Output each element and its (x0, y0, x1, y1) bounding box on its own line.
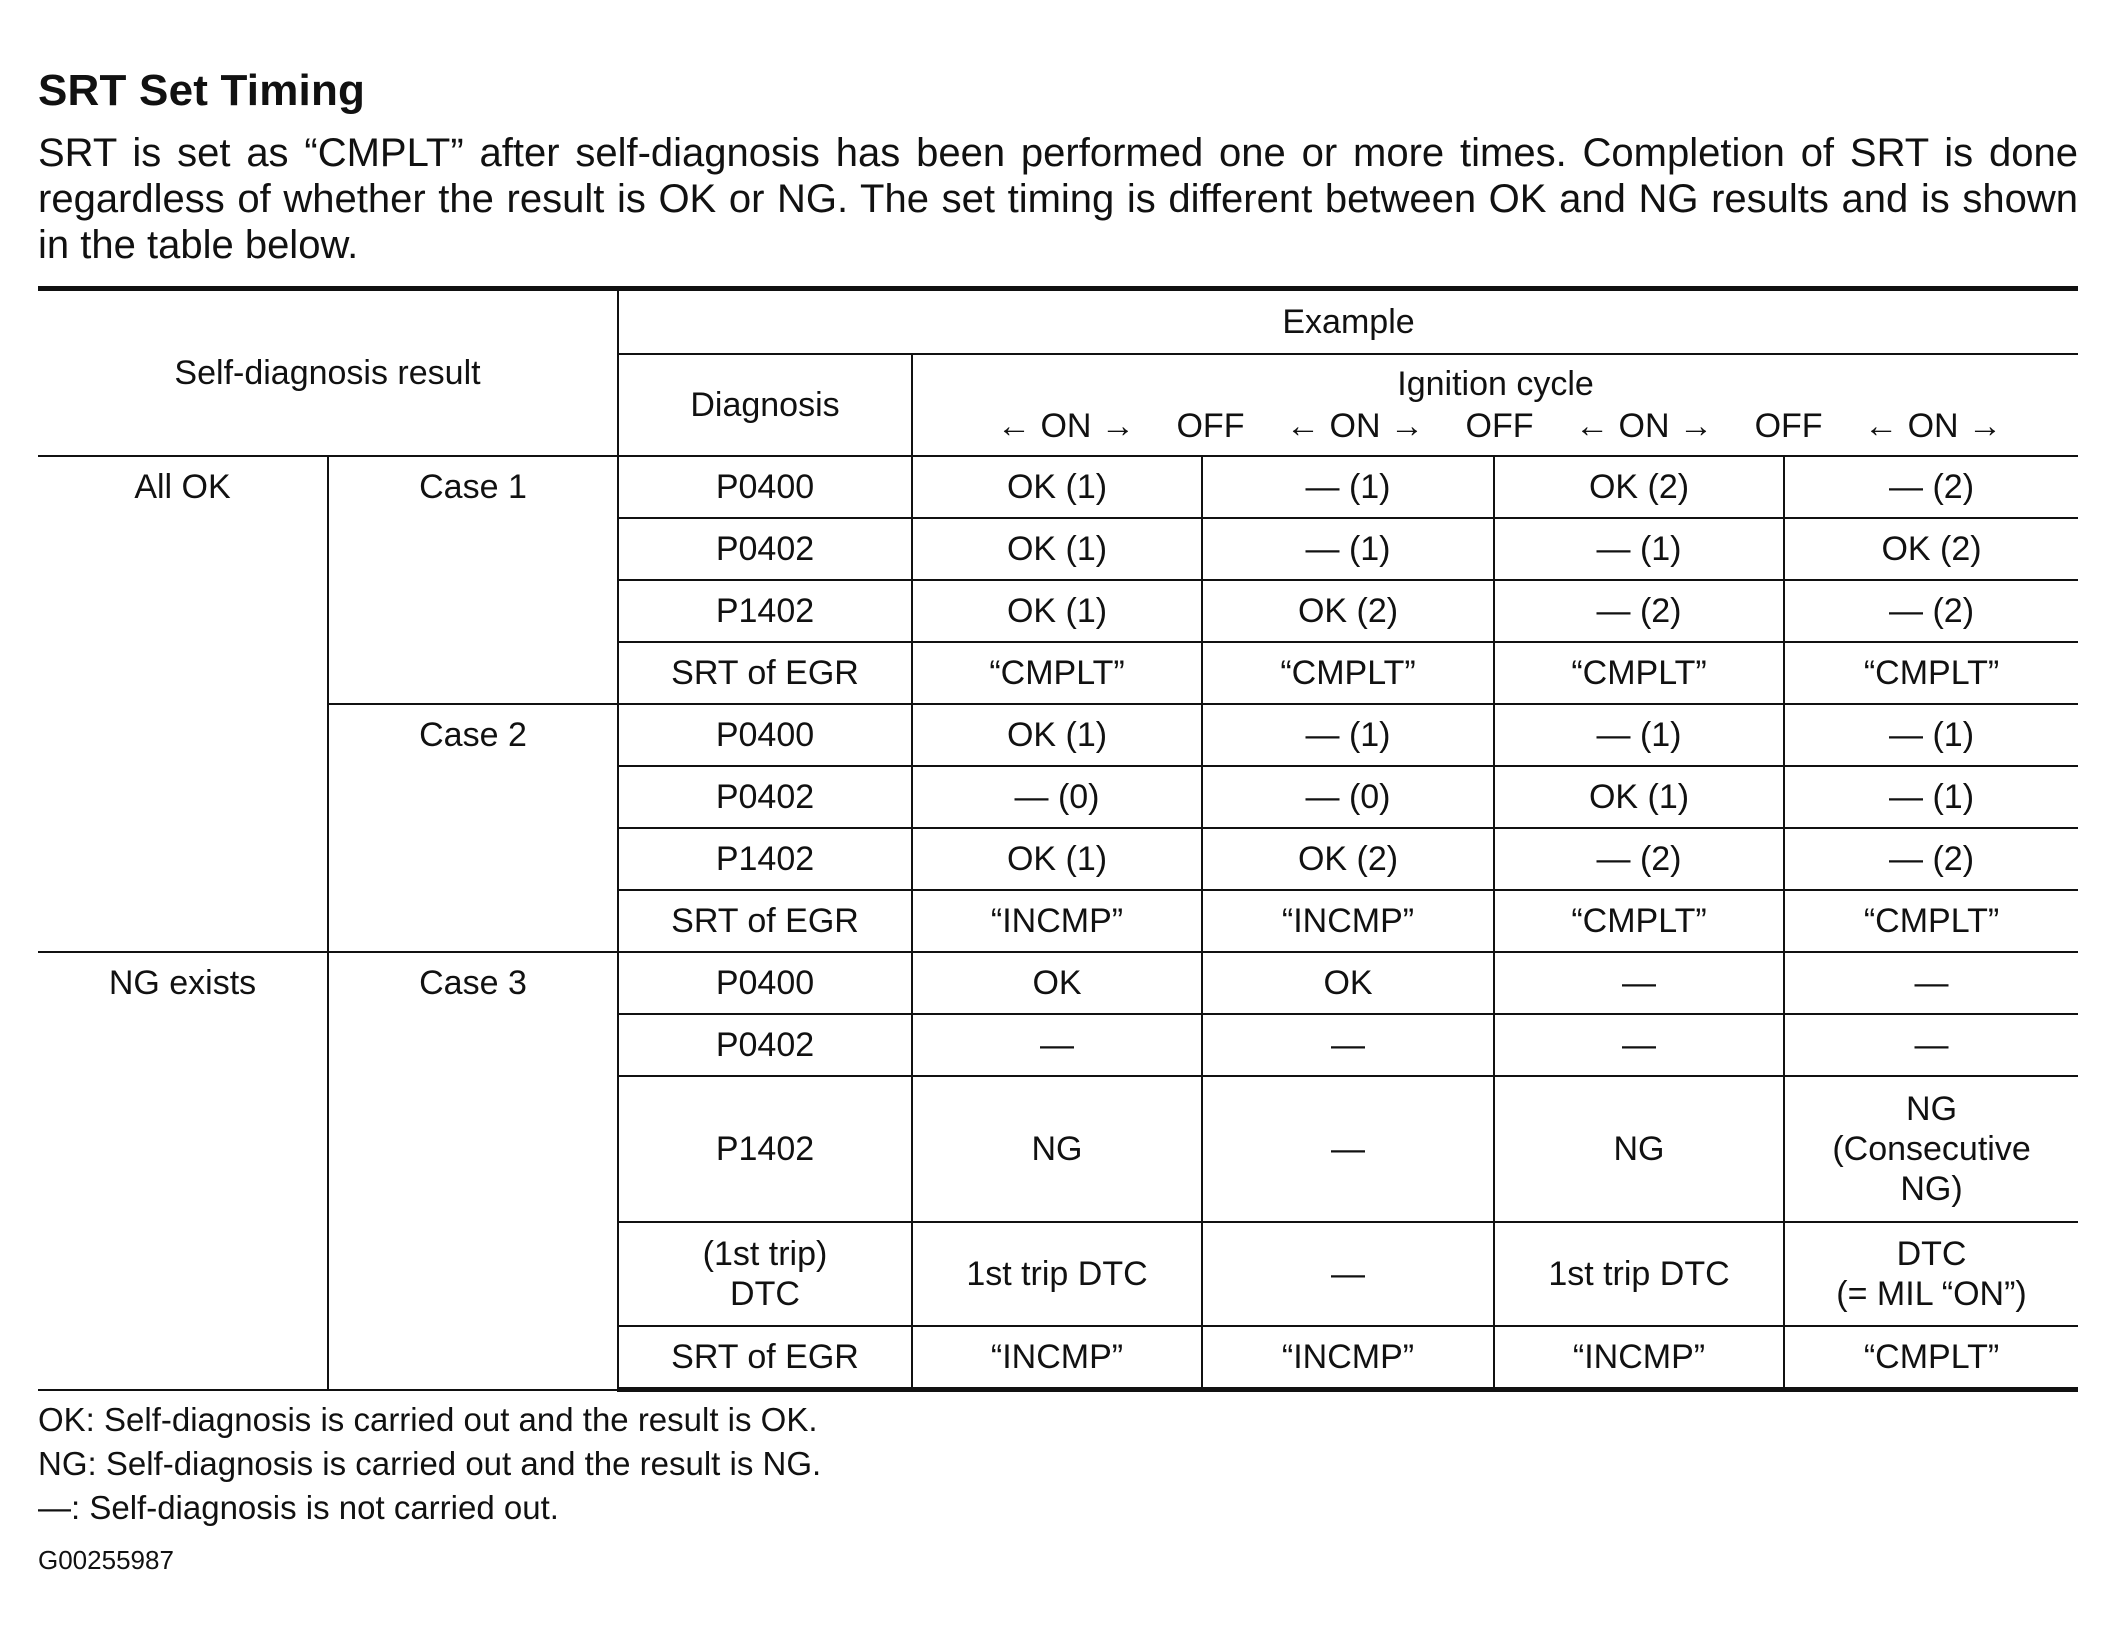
result-group-cell: NG exists (38, 952, 328, 1390)
table-row (38, 704, 2078, 766)
cycle-cell: “INCMP” (912, 1326, 1202, 1390)
case-cell: Case 1 (328, 456, 618, 704)
cycle-label: ← ON → (1575, 407, 1713, 445)
note-not-carried-out: —: Self-diagnosis is not carried out. (38, 1489, 559, 1526)
cycle-cell: — (1) (1202, 704, 1494, 766)
cycle-cell: — (2) (1494, 828, 1784, 890)
cycle-cell: — (1) (1494, 518, 1784, 580)
result-group-cell: All OK (38, 456, 328, 952)
cycle-cell: “CMPLT” (1784, 1326, 2078, 1390)
cycle-cell: “INCMP” (912, 890, 1202, 952)
table-row (38, 952, 2078, 1014)
cycle-labels (919, 406, 2072, 446)
cycle-cell: — (0) (1202, 766, 1494, 828)
cycle-cell: — (1494, 1014, 1784, 1076)
cycle-cell: — (1) (1202, 456, 1494, 518)
cycle-cell: “INCMP” (1202, 890, 1494, 952)
cycle-cell: OK (2) (1494, 456, 1784, 518)
legend-notes (38, 1398, 821, 1530)
cycle-cell: — (1784, 1014, 2078, 1076)
cycle-cell: — (1202, 1076, 1494, 1222)
diagnosis-cell: P1402 (618, 1076, 912, 1222)
cycle-cell: NG (Consecutive NG) (1784, 1076, 2078, 1222)
case-cell: Case 3 (328, 952, 618, 1390)
case-cell: Case 2 (328, 704, 618, 952)
cycle-label: ← ON → (1864, 407, 2003, 445)
cycle-label: OFF (1754, 407, 1823, 445)
cycle-cell: OK (2) (1202, 828, 1494, 890)
diagnosis-cell: P0402 (618, 1014, 912, 1076)
cycle-cell: NG (912, 1076, 1202, 1222)
diagnosis-cell: SRT of EGR (618, 890, 912, 952)
cycle-cell: OK (1202, 952, 1494, 1014)
example-header: Example (618, 289, 2078, 355)
cycle-cell: OK (1) (912, 828, 1202, 890)
diagnosis-cell: P0402 (618, 518, 912, 580)
diagnosis-header: Diagnosis (618, 354, 912, 456)
cycle-cell: — (1202, 1222, 1494, 1326)
cycle-cell: — (2) (1784, 456, 2078, 518)
table-row (38, 456, 2078, 518)
diagnosis-cell: (1st trip) DTC (618, 1222, 912, 1326)
cycle-cell: OK (2) (1784, 518, 2078, 580)
cycle-cell: — (0) (912, 766, 1202, 828)
cycle-cell: DTC (= MIL “ON”) (1784, 1222, 2078, 1326)
cycle-cell: — (1784, 952, 2078, 1014)
cycle-label: ← ON → (1286, 407, 1424, 445)
cycle-cell: OK (912, 952, 1202, 1014)
cycle-cell: “CMPLT” (1784, 890, 2078, 952)
cycle-cell: — (1494, 952, 1784, 1014)
figure-code: G00255987 (38, 1545, 174, 1575)
cycle-cell: “CMPLT” (1494, 890, 1784, 952)
cycle-cell: OK (2) (1202, 580, 1494, 642)
diagnosis-cell: P0400 (618, 952, 912, 1014)
cycle-cell: — (2) (1784, 828, 2078, 890)
page-title: SRT Set Timing (38, 66, 366, 115)
cycle-cell: OK (1) (912, 456, 1202, 518)
cycle-cell: — (1) (1494, 704, 1784, 766)
ignition-cycle-header (912, 354, 2078, 456)
cycle-cell: 1st trip DTC (1494, 1222, 1784, 1326)
cycle-label: OFF (1465, 407, 1534, 445)
cycle-cell: 1st trip DTC (912, 1222, 1202, 1326)
diagnosis-cell: P1402 (618, 580, 912, 642)
cycle-cell: — (1) (1784, 766, 2078, 828)
cycle-cell: — (912, 1014, 1202, 1076)
ignition-cycle-label: Ignition cycle (1397, 365, 1594, 403)
diagnosis-cell: P1402 (618, 828, 912, 890)
cycle-cell: — (2) (1494, 580, 1784, 642)
diagnosis-cell: SRT of EGR (618, 642, 912, 704)
intro-paragraph: SRT is set as “CMPLT” after self-diagnosis has been performed one or more times. Completion of SRT is done regardless of whether the result is OK or NG. The set timing is different between OK and NG results and is shown in the table below. (38, 131, 2078, 267)
cycle-cell: “INCMP” (1202, 1326, 1494, 1390)
diagnosis-cell: P0400 (618, 704, 912, 766)
cycle-cell: “CMPLT” (1202, 642, 1494, 704)
srt-timing-table (38, 286, 2078, 1392)
diagnosis-cell: P0400 (618, 456, 912, 518)
cycle-cell: — (1202, 1014, 1494, 1076)
cycle-cell: “CMPLT” (1494, 642, 1784, 704)
self-diagnosis-result-header: Self-diagnosis result (38, 289, 618, 457)
cycle-cell: — (1) (1784, 704, 2078, 766)
cycle-label: ← ON → (997, 407, 1135, 445)
diagnosis-cell: SRT of EGR (618, 1326, 912, 1390)
cycle-cell: OK (1) (912, 580, 1202, 642)
cycle-cell: OK (1) (912, 704, 1202, 766)
cycle-cell: “CMPLT” (1784, 642, 2078, 704)
diagnosis-cell: P0402 (618, 766, 912, 828)
cycle-cell: NG (1494, 1076, 1784, 1222)
cycle-cell: — (1) (1202, 518, 1494, 580)
note-ok: OK: Self-diagnosis is carried out and the result is OK. (38, 1401, 818, 1438)
cycle-cell: — (2) (1784, 580, 2078, 642)
note-ng: NG: Self-diagnosis is carried out and the result is NG. (38, 1445, 822, 1482)
cycle-label: OFF (1176, 407, 1245, 445)
cycle-cell: OK (1) (1494, 766, 1784, 828)
cycle-cell: “INCMP” (1494, 1326, 1784, 1390)
cycle-cell: OK (1) (912, 518, 1202, 580)
cycle-cell: “CMPLT” (912, 642, 1202, 704)
